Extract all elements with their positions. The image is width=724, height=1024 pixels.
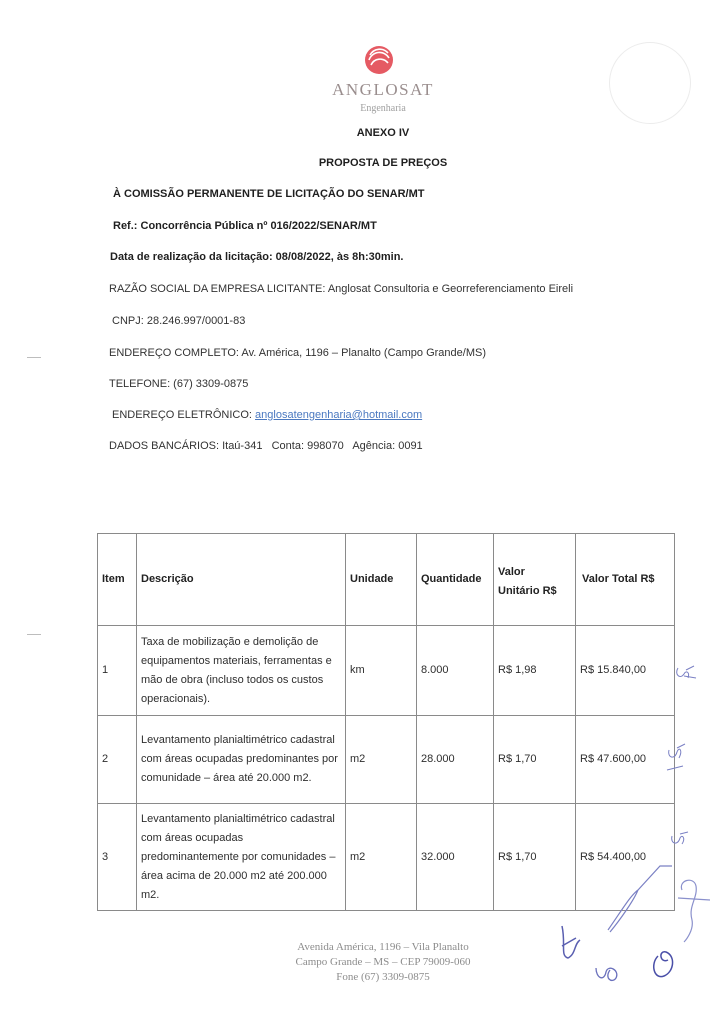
razao-social: RAZÃO SOCIAL DA EMPRESA LICITANTE: Anglosat Consultoria e Georreferenciamento Eireli bbox=[109, 283, 574, 295]
cell-valor-unitario: R$ 1,98 bbox=[494, 626, 576, 716]
table-header-row bbox=[98, 534, 675, 626]
header-valor-total: Valor Total R$ bbox=[576, 534, 675, 626]
header-valor-unitario bbox=[494, 534, 576, 626]
cell-unidade: m2 bbox=[346, 716, 417, 804]
cell-valor-unitario: R$ 1,70 bbox=[494, 804, 576, 911]
header-quantidade: Quantidade bbox=[417, 534, 494, 626]
company-logo-name: ANGLOSAT bbox=[332, 80, 434, 99]
header-valor-unitario-line2: Unitário R$ bbox=[498, 585, 557, 597]
cell-quantidade: 8.000 bbox=[417, 626, 494, 716]
table-row bbox=[98, 716, 675, 804]
footer-phone: Fone (67) 3309-0875 bbox=[336, 971, 430, 983]
anglosat-logo-icon bbox=[364, 45, 394, 75]
cell-descricao: Taxa de mobilização e demolição de equipamentos materiais, ferramentas e mão de obra (incluso todos os custos operacionais). bbox=[137, 626, 346, 716]
date-heading: Data de realização da licitação: 08/08/2022, às 8h:30min. bbox=[110, 251, 404, 263]
handwritten-initials-icon bbox=[672, 660, 702, 690]
letterhead-footer bbox=[0, 940, 724, 985]
cell-valor-total: R$ 15.840,00 bbox=[576, 626, 675, 716]
handwritten-initials-icon bbox=[668, 828, 698, 858]
endereco-completo: ENDEREÇO COMPLETO: Av. América, 1196 – Planalto (Campo Grande/MS) bbox=[109, 347, 486, 359]
dados-bancarios: DADOS BANCÁRIOS: Itaú-341 Conta: 998070 Agência: 0091 bbox=[109, 440, 423, 452]
cell-unidade: km bbox=[346, 626, 417, 716]
footer-city: Campo Grande – MS – CEP 79009-060 bbox=[295, 956, 471, 968]
header-valor-unitario-line1: Valor bbox=[498, 566, 525, 578]
header-item: Item bbox=[98, 534, 137, 626]
annex-heading: ANEXO IV bbox=[356, 127, 410, 139]
addressee-heading: À COMISSÃO PERMANENTE DE LICITAÇÃO DO SENAR/MT bbox=[113, 188, 425, 200]
document-title: PROPOSTA DE PREÇOS bbox=[318, 157, 448, 169]
email-link[interactable]: anglosatengenharia@hotmail.com bbox=[255, 409, 423, 421]
cell-unidade: m2 bbox=[346, 804, 417, 911]
cnpj: CNPJ: 28.246.997/0001-83 bbox=[112, 315, 246, 327]
cell-quantidade: 32.000 bbox=[417, 804, 494, 911]
endereco-eletronico bbox=[112, 409, 422, 421]
header-descricao: Descrição bbox=[137, 534, 346, 626]
faint-stamp bbox=[609, 42, 691, 124]
reference-heading: Ref.: Concorrência Pública nº 016/2022/SENAR/MT bbox=[113, 220, 377, 232]
price-table bbox=[97, 533, 675, 911]
cell-item: 2 bbox=[98, 716, 137, 804]
cell-descricao: Levantamento planialtimétrico cadastral com áreas ocupadas predominantes por comunidade – área até 20.000 m2. bbox=[137, 716, 346, 804]
footer-address: Avenida América, 1196 – Vila Planalto bbox=[297, 941, 469, 953]
cell-valor-total: R$ 47.600,00 bbox=[576, 716, 675, 804]
cell-item: 1 bbox=[98, 626, 137, 716]
cell-quantidade: 28.000 bbox=[417, 716, 494, 804]
email-label: ENDEREÇO ELETRÔNICO: bbox=[112, 409, 256, 421]
cell-descricao: Levantamento planialtimétrico cadastral com áreas ocupadas predominantemente por comunidades – área acima de 20.000 m2 até 200.000 m2. bbox=[137, 804, 346, 911]
handwritten-initials-icon bbox=[665, 740, 695, 780]
margin-mark bbox=[27, 357, 41, 358]
header-unidade: Unidade bbox=[346, 534, 417, 626]
table-row bbox=[98, 626, 675, 716]
cell-valor-unitario: R$ 1,70 bbox=[494, 716, 576, 804]
company-logo-subtitle: Engenharia bbox=[360, 103, 406, 114]
margin-mark bbox=[27, 634, 41, 635]
cell-valor-total: R$ 54.400,00 bbox=[576, 804, 675, 911]
cell-item: 3 bbox=[98, 804, 137, 911]
telefone: TELEFONE: (67) 3309-0875 bbox=[109, 378, 249, 390]
